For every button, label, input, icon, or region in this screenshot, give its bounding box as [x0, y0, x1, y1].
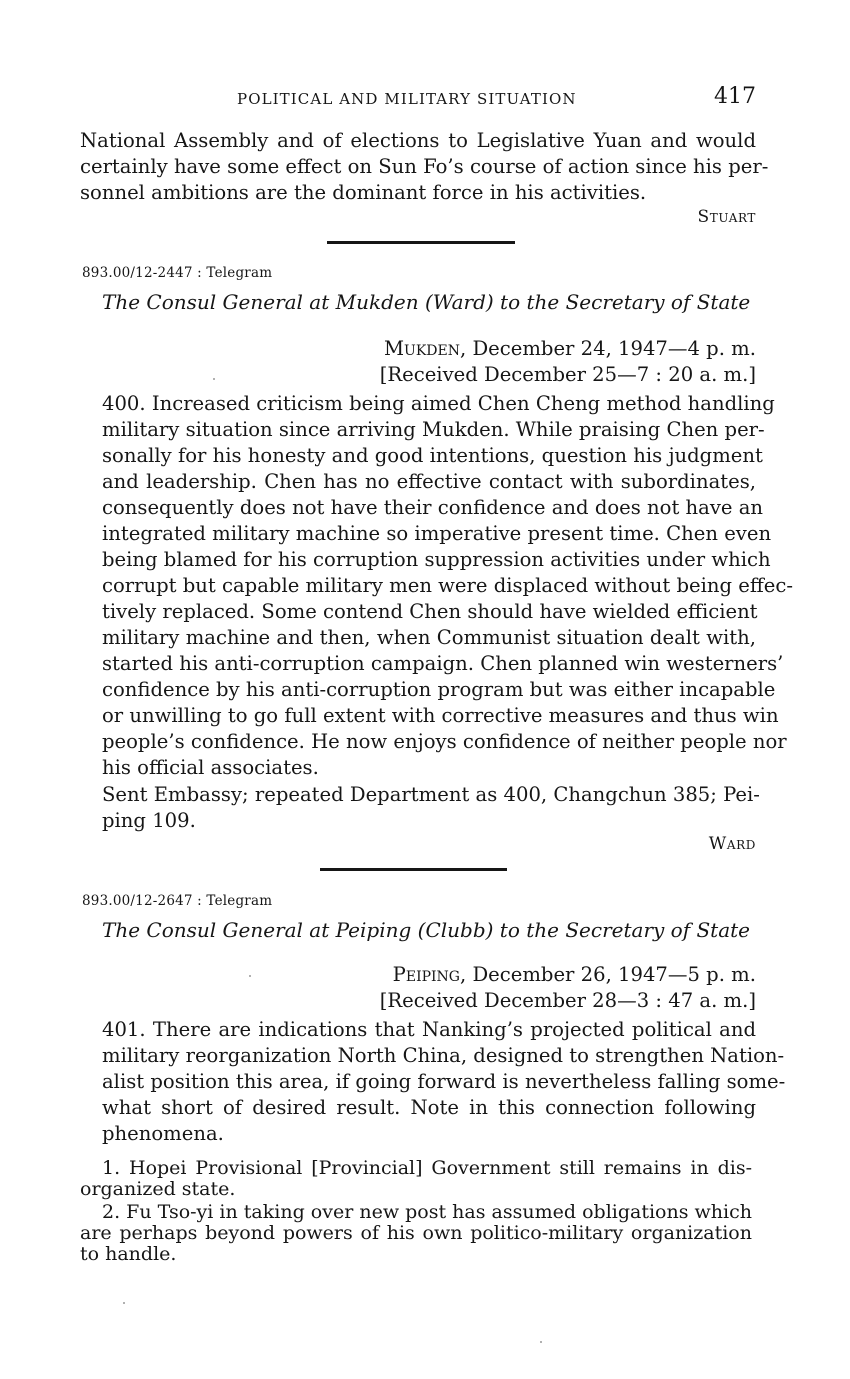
- continuation-paragraph: [80, 128, 769, 206]
- document-file-reference: 893.00/12-2447 : Telegram: [82, 265, 273, 281]
- text-line: National Assembly and of elections to Legislative Yuan and would: [80, 129, 756, 152]
- text-line: tively replaced. Some contend Chen should have wielded efficient: [102, 600, 758, 623]
- print-speck: [213, 378, 215, 380]
- dateline: [380, 336, 756, 388]
- document-file-reference: 893.00/12-2647 : Telegram: [82, 893, 273, 909]
- dateline-received: [Received December 25—7 : 20 a. m.]: [379, 363, 756, 386]
- text-line: 1. Hopei Provisional [Provincial] Government still remains in dis-: [102, 1157, 752, 1179]
- text-line: 401. There are indications that Nanking’s projected political and: [102, 1018, 756, 1041]
- telegram-body: [80, 1017, 786, 1147]
- text-line: ping 109.: [102, 809, 196, 832]
- text-line: people’s confidence. He now enjoys confidence of neither people nor: [102, 730, 787, 753]
- text-line: sonnel ambitions are the dominant force in his activities.: [80, 181, 647, 204]
- text-line: military reorganization North China, designed to strengthen Nation-: [102, 1044, 785, 1067]
- text-line: confidence by his anti-corruption program but was either incapable: [102, 678, 776, 701]
- document-page: [80, 0, 793, 1379]
- page-number: 417: [714, 84, 756, 109]
- text-line: what short of desired result. Note in this connection following: [102, 1096, 756, 1119]
- print-speck: [123, 1302, 125, 1304]
- text-line: his official associates.: [102, 756, 319, 779]
- dateline-place: Peiping: [392, 963, 460, 986]
- text-line: or unwilling to go full extent with corrective measures and thus win: [102, 704, 779, 727]
- dateline-sent: [380, 336, 756, 362]
- dateline: [380, 962, 756, 1014]
- sent-note: [80, 782, 760, 834]
- text-line: military machine and then, when Communist situation dealt with,: [102, 626, 756, 649]
- section-divider: [320, 868, 507, 871]
- dateline-place: Mukden: [383, 337, 460, 360]
- telegram-body: [80, 391, 793, 781]
- text-line: corrupt but capable military men were displaced without being effec-: [102, 574, 793, 597]
- document-title: The Consul General at Mukden (Ward) to the Secretary of State: [102, 290, 751, 314]
- text-line: being blamed for his corruption suppression activities under which: [102, 548, 771, 571]
- signature-stuart: Stuart: [697, 207, 756, 227]
- page-header: [80, 84, 756, 114]
- text-line: certainly have some effect on Sun Fo’s course of action since his per-: [80, 155, 769, 178]
- dateline-date: , December 24, 1947—4 p. m.: [460, 337, 756, 360]
- text-line: to handle.: [80, 1243, 177, 1265]
- list-item: [80, 1202, 752, 1265]
- text-line: started his anti-corruption campaign. Chen planned win westerners’: [102, 652, 784, 675]
- numbered-list: [80, 1158, 752, 1265]
- dateline-sent: [380, 962, 756, 988]
- dateline-date: , December 26, 1947—5 p. m.: [460, 963, 756, 986]
- text-line: 2. Fu Tso-yi in taking over new post has assumed obligations which: [102, 1201, 752, 1223]
- text-line: Sent Embassy; repeated Department as 400, Changchun 385; Pei-: [102, 783, 760, 806]
- text-line: are perhaps beyond powers of his own politico-military organization: [80, 1222, 752, 1244]
- dateline-received: [Received December 28—3 : 47 a. m.]: [379, 989, 756, 1012]
- text-line: 400. Increased criticism being aimed Chen Cheng method handling: [102, 392, 775, 415]
- running-title: POLITICAL AND MILITARY SITUATION: [237, 90, 577, 108]
- text-line: consequently does not have their confidence and does not have an: [102, 496, 764, 519]
- text-line: and leadership. Chen has no effective contact with subordinates,: [102, 470, 756, 493]
- print-speck: [540, 1341, 542, 1343]
- list-item: [80, 1158, 752, 1200]
- document-title: The Consul General at Peiping (Clubb) to the Secretary of State: [102, 918, 750, 942]
- text-line: military situation since arriving Mukden. While praising Chen per-: [102, 418, 765, 441]
- section-divider: [327, 241, 515, 244]
- text-line: organized state.: [80, 1178, 236, 1200]
- text-line: sonally for his honesty and good intentions, question his judgment: [102, 444, 763, 467]
- text-line: alist position this area, if going forward is nevertheless falling some-: [102, 1070, 786, 1093]
- text-line: integrated military machine so imperative present time. Chen even: [102, 522, 772, 545]
- print-speck: [249, 975, 251, 977]
- signature-ward: Ward: [708, 834, 756, 854]
- text-line: phenomena.: [102, 1122, 224, 1145]
